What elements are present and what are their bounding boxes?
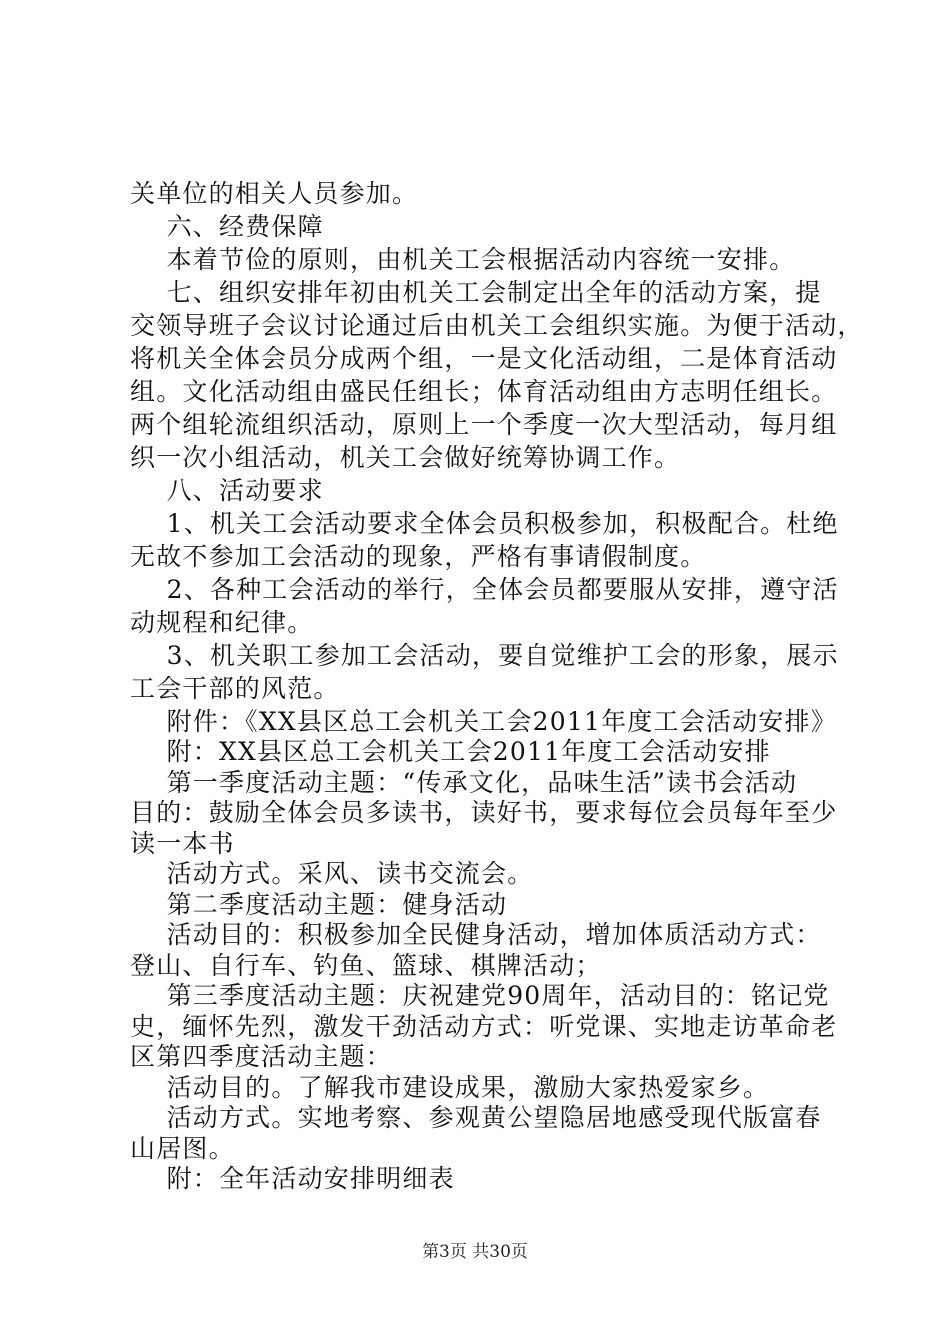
text-line: 区第四季度活动主题：: [130, 1042, 393, 1071]
text-line: 第二季度活动主题：健身活动: [130, 889, 508, 919]
text-line: 本着节俭的原则，由机关工会根据活动内容统一安排。: [130, 245, 796, 274]
text-line: 两个组轮流组织活动，原则上一个季度一次大型活动，每月组: [130, 410, 838, 439]
text-line: 活动目的：积极参加全民健身活动，增加体质活动方式：: [130, 920, 822, 949]
text-line: 3、机关职工参加工会活动，要自觉维护工会的形象，展示: [130, 641, 839, 670]
text-line: 无故不参加工会活动的现象，严格有事请假制度。: [130, 542, 707, 571]
text-line: 登山、自行车、钓鱼、篮球、棋牌活动；: [130, 950, 602, 980]
text-line: 七、组织安排年初由机关工会制定出全年的活动方案，提: [130, 278, 822, 307]
text-line: 活动目的。了解我市建设成果，激励大家热爱家乡。: [130, 1072, 770, 1102]
section-heading: 六、经费保障: [130, 212, 324, 241]
text-line: 活动方式。采风、读书交流会。: [130, 859, 534, 888]
text-line: 关单位的相关人员参加。: [130, 179, 419, 208]
text-line: 动规程和纪律。: [130, 608, 314, 637]
last-line: 附：全年活动安排明细表: [130, 1164, 455, 1193]
text-line: 组。文化活动组由盛民任组长；体育活动组由方志明任组长。: [130, 377, 838, 406]
text-line: 2、各种工会活动的举行，全体会员都要服从安排，遵守活: [130, 575, 839, 604]
appendix-title: 附：XX县区总工会机关工会2011年度工会活动安排: [130, 737, 771, 766]
text-line: 工会干部的风范。: [130, 674, 340, 703]
text-line: 史，缅怀先烈，激发干劲活动方式：听党课、实地走访革命老: [130, 1011, 838, 1041]
text-line: 活动方式。实地考察、参观黄公望隐居地感受现代版富春: [130, 1103, 822, 1132]
text-line: 交领导班子会议讨论通过后由机关工会组织实施。为便于活动，: [130, 311, 864, 340]
text-line: 1、机关工会活动要求全体会员积极参加，积极配合。杜绝: [130, 509, 839, 538]
page-footer: 第3页 共30页: [422, 1242, 528, 1262]
text-line: 将机关全体会员分成两个组，一是文化活动组，二是体育活动: [130, 344, 838, 373]
text-line: 第三季度活动主题：庆祝建党90周年，活动目的：铭记党: [130, 981, 830, 1010]
text-line: 目的：鼓励全体会员多读书，读好书，要求每位会员每年至少: [130, 798, 838, 827]
attachment-line: 附件：《XX县区总工会机关工会2011年度工会活动安排》: [130, 707, 837, 736]
section-heading: 八、活动要求: [130, 476, 324, 505]
text-line: 山居图。: [130, 1133, 235, 1163]
text-line: 读一本书: [130, 828, 235, 858]
text-line: 第一季度活动主题：“传承文化，品味生活”读书会活动: [130, 767, 798, 797]
text-line: 织一次小组活动，机关工会做好统筹协调工作。: [130, 443, 681, 472]
